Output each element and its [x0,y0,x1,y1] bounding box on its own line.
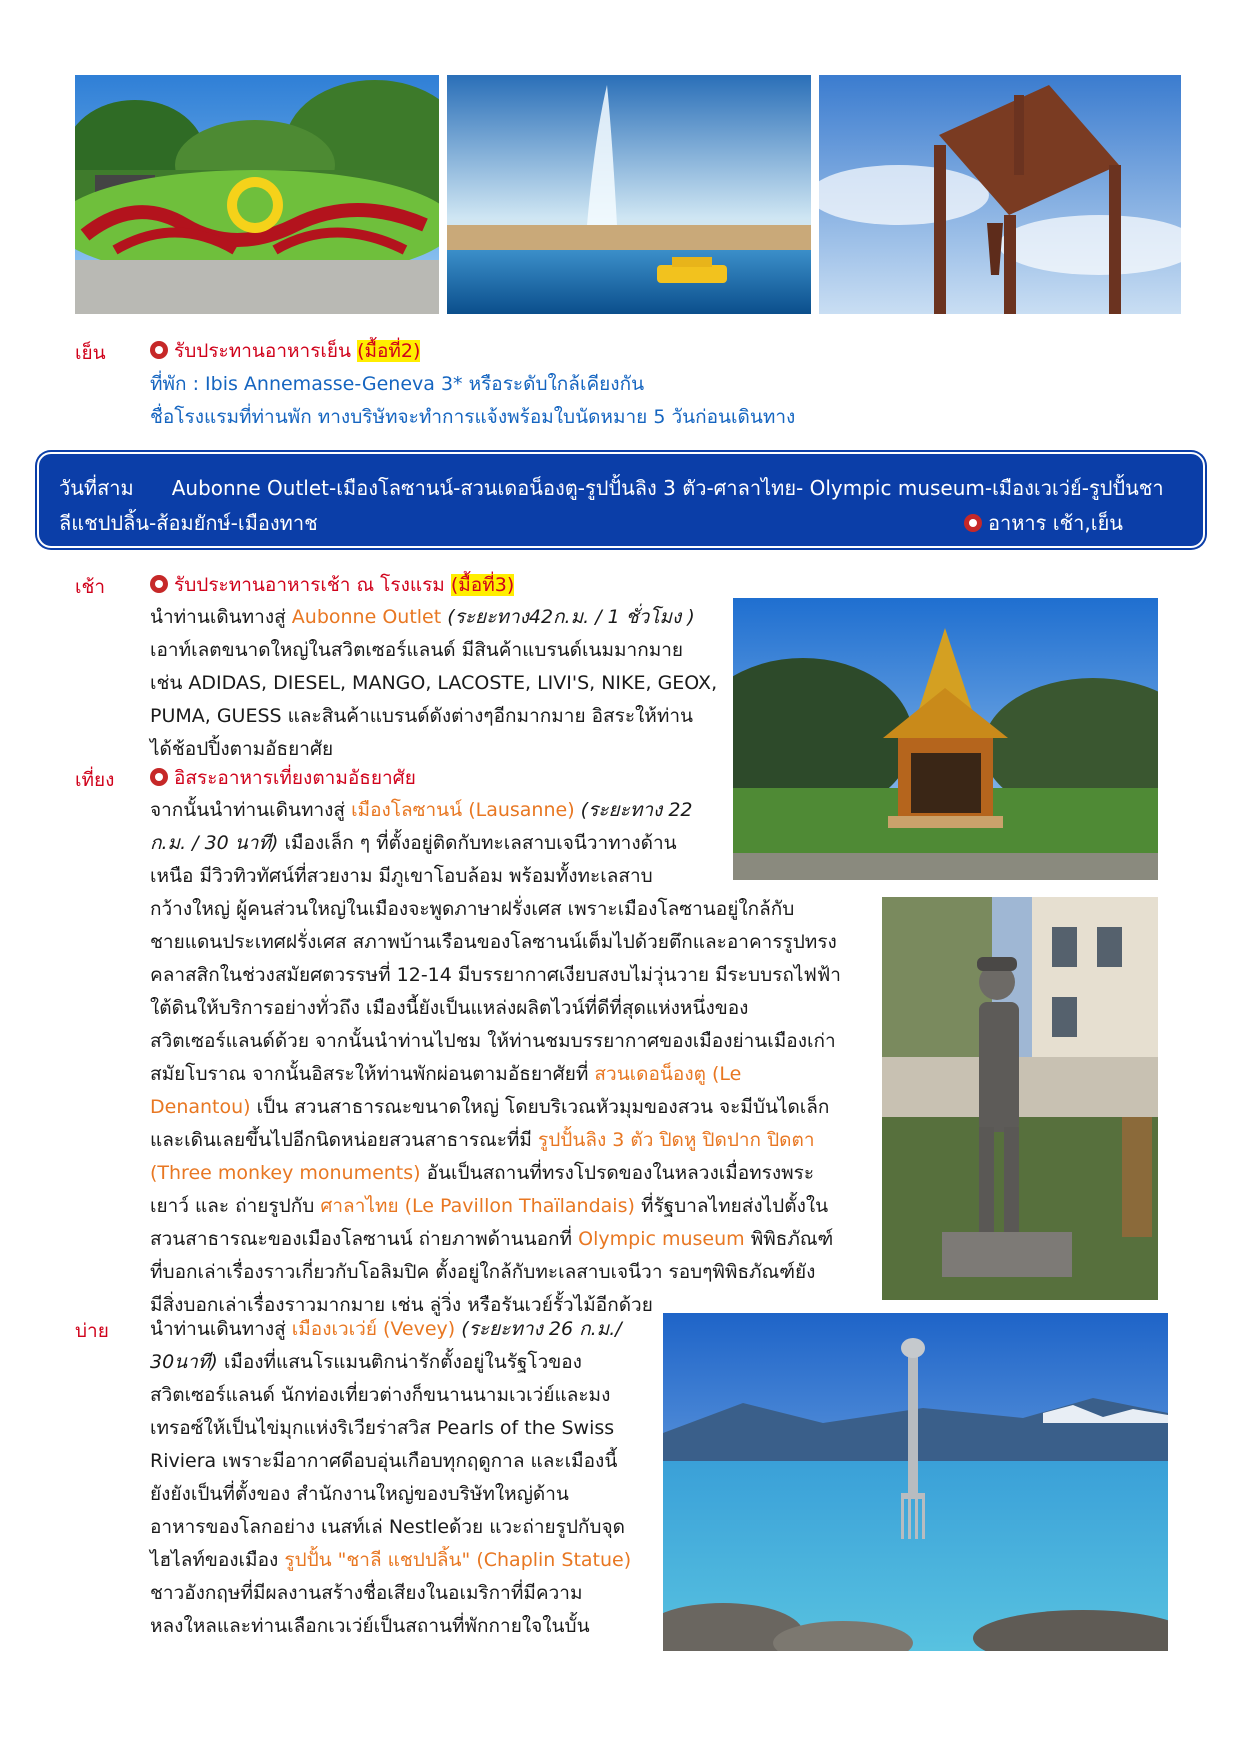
text: อันเป็นสถานที่ทรงโปรดของในหลวงเมื่อทรงพระ [426,1162,815,1184]
text: สมัยโบราณ จากนั้นอิสระให้ท่านพักผ่อนตามอัธยาศัยที่ [150,1063,589,1085]
hotel-note-line: ชื่อโรงแรมที่ท่านพัก ทางบริษัทจะทำการแจ้งพร้อมใบนัดหมาย 5 วันก่อนเดินทาง [150,406,796,428]
place-name: สวนเดอน็องตู (Le [594,1063,742,1085]
dinner-line [150,335,420,368]
text: ที่รัฐบาลไทยส่งไปตั้งใน [640,1195,829,1217]
place-name: เมืองโลซานน์ (Lausanne) [351,799,575,821]
text: จากนั้นนำท่านเดินทางสู่ [150,799,346,821]
text-line: ชาวอังกฤษที่มีผลงานสร้างชื่อเสียงในอเมริกาที่มีความ [150,1582,583,1604]
text-line: PUMA, GUESS และสินค้าแบรนด์ดังต่างๆอีกมากมาย อิสระให้ท่าน [150,705,694,727]
dish-icon [964,514,982,532]
text-line: เทรอซ์ให้เป็นไข่มุกแห่งริเวียร่าสวิส Pearls of the Swiss [150,1417,615,1439]
text: เป็น สวนสาธารณะขนาดใหญ่ โดยบริเวณหัวมุมของสวน จะมีบันไดเล็ก [256,1096,830,1118]
noon-paragraph-top [150,794,720,893]
route-line-1: Aubonne Outlet-เมืองโลซานน์-สวนเดอน็องตู-รูปปั้นลิง 3 ตัว-ศาลาไทย- Olympic museum-เมืองเวเว่ย์-รูปปั้นชา [171,476,1164,500]
morning-paragraph [150,601,720,766]
text-line: ยังยังเป็นที่ตั้งของ สำนักงานใหญ่ของบริษัทใหญ่ด้าน [150,1483,569,1505]
text-line: หลงใหลและท่านเลือกเวเว่ย์เป็นสถานที่พักกายใจในบั้น [150,1615,590,1637]
text: พิพิธภัณฑ์ [750,1228,834,1250]
text-line: เหนือ มีวิวทิวทัศน์ที่สวยงาม มีภูเขาโอบล้อม พร้อมทั้งทะเลสาบ [150,865,653,887]
place-name: เมืองเวเว่ย์ (Vevey) [291,1318,456,1340]
text: สวนสาธารณะของเมืองโลซานน์ ถ่ายภาพด้านนอกที่ [150,1228,573,1250]
flower-clock-photo [75,75,439,314]
text-line: Riviera เพราะมีอากาศดีอบอุ่นเกือบทุกฤดูกาล และเมืองนี้ [150,1450,618,1472]
afternoon-paragraph [150,1313,650,1643]
place-name: Aubonne Outlet [291,606,442,628]
place-name: Denantou) [150,1096,251,1118]
broken-chair-photo [819,75,1181,314]
text-line: กว้างใหญ่ ผู้คนส่วนใหญ่ในเมืองจะพูดภาษาฝรั่งเศส เพราะเมืองโลซานอยู่ใกล้กับ [150,898,795,920]
text-line: ใต้ดินให้บริการอย่างทั่วถึง เมืองนี้ยังเป็นแหล่งผลิตไวน์ที่ดีที่สุดแห่งหนึ่งของ [150,997,749,1019]
breakfast-text: รับประทานอาหารเช้า ณ โรงแรม [174,574,445,596]
text: เมืองที่แสนโรแมนติกน่ารักตั้งอยู่ในรัฐโวของ [223,1351,582,1373]
giant-fork-photo [663,1313,1168,1651]
chaplin-statue-photo [882,897,1158,1300]
dish-icon [150,341,168,359]
morning-label: เช้า [75,576,106,598]
text-line: ที่บอกเล่าเรื่องราวเกี่ยวกับโอลิมปิค ตั้งอยู่ใกล้กับทะเลสาบเจนีวา รอบๆพิพิธภัณฑ์ยัง [150,1261,816,1283]
text: เมืองเล็ก ๆ ที่ตั้งอยู่ติดกับทะเลสาบเจนีวาทางด้าน [284,832,677,854]
meal-count-badge: (มื้อที่3) [450,574,515,596]
place-name: ศาลาไทย (Le Pavillon Thaïlandais) [320,1195,635,1217]
text-line: สวิตเซอร์แลนด์ นักท่องเที่ยวต่างก็ขนานนามเวเว่ย์และมง [150,1384,611,1406]
text-line: เอาท์เลตขนาดใหญ่ในสวิตเซอร์แลนด์ มีสินค้าแบรนด์เนมมากมาย [150,639,684,661]
place-name: Olympic museum [578,1228,745,1250]
text: ไฮไลท์ของเมือง [150,1549,279,1571]
text-line: เช่น ADIDAS, DIESEL, MANGO, LACOSTE, LIVI'S, NIKE, GEOX, [150,672,718,694]
dinner-text: รับประทานอาหารเย็น [174,340,352,362]
meals-text: อาหาร เช้า,เย็น [988,511,1123,535]
day-banner [37,452,1205,548]
text: และเดินเลยขึ้นไปอีกนิดหน่อยสวนสาธารณะที่มี [150,1129,532,1151]
text-line: มีสิ่งบอกเล่าเรื่องราวมากมาย เช่น ลู่วิ่ง หรือรันเวย์รั้วไม้อีกด้วย [150,1294,653,1316]
hotel-line: ที่พัก : Ibis Annemasse-Geneva 3* หรือระดับใกล้เคียงกัน [150,373,645,395]
day-title: วันที่สาม [59,476,134,500]
meal-count-badge: (มื้อที่2) [357,340,421,362]
distance: (ระยะทาง42ก.ม. / 1 ชั่วโมง ) [447,606,695,628]
breakfast-line [150,569,514,602]
text-line: ได้ช้อปปิ้งตามอัธยาศัย [150,738,334,760]
jet-deau-fountain-photo [447,75,811,314]
text: นำท่านเดินทางสู่ [150,1318,286,1340]
text-line: สวิตเซอร์แลนด์ด้วย จากนั้นนำท่านไปชม ให้ท่านชมบรรยากาศของเมืองย่านเมืองเก่า [150,1030,836,1052]
place-name: (Three monkey monuments) [150,1162,421,1184]
thai-pavilion-photo [733,598,1158,880]
banner-line-1 [59,472,1164,504]
place-name: รูปปั้น "ชาลี แชปปลิ้น" (Chaplin Statue) [284,1549,632,1571]
distance: (ระยะทาง 22 [580,799,693,821]
banner-meals [964,507,1123,539]
text-line: คลาสสิกในช่วงสมัยศตวรรษที่ 12-14 มีบรรยากาศเงียบสงบไม่วุ่นวาย มีระบบรถไฟฟ้า [150,964,841,986]
text: นำท่านเดินทางสู่ [150,606,286,628]
route-line-2: ลีแชปปลิ้น-ส้อมยักษ์-เมืองทาช [59,511,318,535]
text: เยาว์ และ ถ่ายรูปกับ [150,1195,315,1217]
lunch-text: อิสระอาหารเที่ยงตามอัธยาศัย [174,767,416,789]
distance: (ระยะทาง 26 ก.ม./ [461,1318,622,1340]
text-line: ชายแดนประเทศฝรั่งเศส สภาพบ้านเรือนของโลซานน์เต็มไปด้วยตึกและอาคารรูปทรง [150,931,837,953]
afternoon-label: บ่าย [75,1320,109,1342]
text-line: อาหารของโลกอย่าง เนสท์เล่ Nestleด้วย แวะถ่ายรูปกับจุด [150,1516,625,1538]
lunch-line [150,762,416,795]
noon-paragraph-bottom [150,893,870,1322]
noon-label: เที่ยง [75,769,115,791]
dish-icon [150,768,168,786]
place-name: รูปปั้นลิง 3 ตัว ปิดหู ปิดปาก ปิดตา [538,1129,815,1151]
dish-icon [150,575,168,593]
evening-label: เย็น [75,342,106,364]
distance: ก.ม. / 30 นาที) [150,832,279,854]
distance: 30นาที) [150,1351,218,1373]
